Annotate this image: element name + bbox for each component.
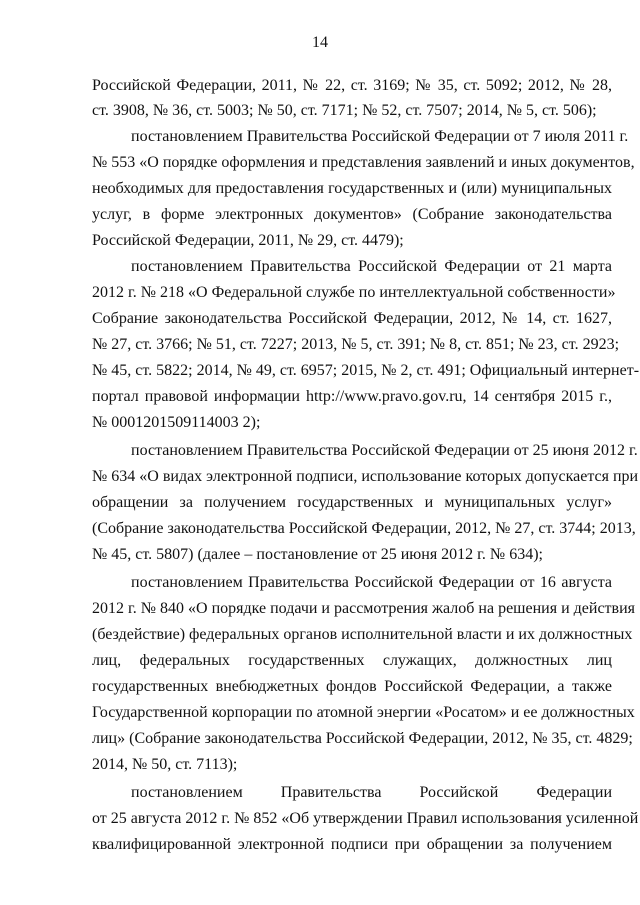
paragraph-5-line-4: лиц, федеральных государственных служащих, должностных лиц (92, 652, 612, 669)
paragraph-5-line-3: (бездействие) федеральных органов исполнительной власти и их должностных (92, 626, 633, 643)
paragraph-4-line-5: № 45, ст. 5807) (далее – постановление от 25 июня 2012 г. № 634); (92, 546, 543, 563)
paragraph-5-line-1: постановлением Правительства Российской Федерации от 16 августа (131, 574, 612, 591)
paragraph-3-line-5: № 45, ст. 5822; 2014, № 49, ст. 6957; 2015, № 2, ст. 491; Официальный интернет- (92, 362, 640, 379)
paragraph-5-line-5: государственных внебюджетных фондов Российской Федерации, а также (92, 678, 612, 695)
paragraph-5-line-6: Государственной корпорации по атомной энергии «Росатом» и ее должностных (92, 704, 635, 721)
paragraph-3-line-2: 2012 г. № 218 «О Федеральной службе по интеллектуальной собственности» (92, 284, 616, 301)
paragraph-3-line-6: портал правовой информации http://www.pravo.gov.ru, 14 сентября 2015 г., (92, 388, 612, 405)
paragraph-1-line-2: ст. 3908, № 36, ст. 5003; № 50, ст. 7171; № 52, ст. 7507; 2014, № 5, ст. 506); (92, 102, 597, 119)
paragraph-3-line-1: постановлением Правительства Российской Федерации от 21 марта (131, 258, 612, 275)
paragraph-4-line-2: № 634 «О видах электронной подписи, использование которых допускается при (92, 468, 639, 485)
paragraph-2-line-2: № 553 «О порядке оформления и представления заявлений и иных документов, (92, 154, 635, 171)
paragraph-5-line-8: 2014, № 50, ст. 7113); (92, 756, 238, 773)
paragraph-6-line-2: от 25 августа 2012 г. № 852 «Об утверждении Правил использования усиленной (92, 810, 639, 827)
paragraph-3-line-3: Собрание законодательства Российской Федерации, 2012, № 14, ст. 1627, (92, 310, 612, 327)
paragraph-1-line-1: Российской Федерации, 2011, № 22, ст. 3169; № 35, ст. 5092; 2012, № 28, (92, 77, 612, 94)
paragraph-4-line-4: (Собрание законодательства Российской Федерации, 2012, № 27, ст. 3744; 2013, (92, 520, 636, 537)
page-number: 14 (312, 34, 328, 51)
paragraph-2-line-1: постановлением Правительства Российской Федерации от 7 июля 2011 г. (131, 128, 629, 145)
paragraph-2-line-4: услуг, в форме электронных документов» (Собрание законодательства (92, 206, 612, 223)
paragraph-2-line-3: необходимых для предоставления государственных и (или) муниципальных (92, 180, 612, 197)
paragraph-4-line-3: обращении за получением государственных и муниципальных услуг» (92, 494, 612, 511)
paragraph-5-line-2: 2012 г. № 840 «О порядке подачи и рассмотрения жалоб на решения и действия (92, 600, 636, 617)
paragraph-4-line-1: постановлением Правительства Российской Федерации от 25 июня 2012 г. (131, 442, 638, 459)
paragraph-3-line-4: № 27, ст. 3766; № 51, ст. 7227; 2013, № 5, ст. 391; № 8, ст. 851; № 23, ст. 2923; (92, 336, 620, 353)
paragraph-5-line-7: лиц» (Собрание законодательства Российской Федерации, 2012, № 35, ст. 4829; (92, 730, 633, 747)
paragraph-3-line-7: № 0001201509114003 2); (92, 414, 261, 431)
paragraph-6-line-3: квалифицированной электронной подписи при обращении за получением (92, 836, 612, 853)
paragraph-2-line-5: Российской Федерации, 2011, № 29, ст. 4479); (92, 232, 404, 249)
paragraph-6-line-1: постановлением Правительства Российской Федерации (131, 784, 612, 801)
